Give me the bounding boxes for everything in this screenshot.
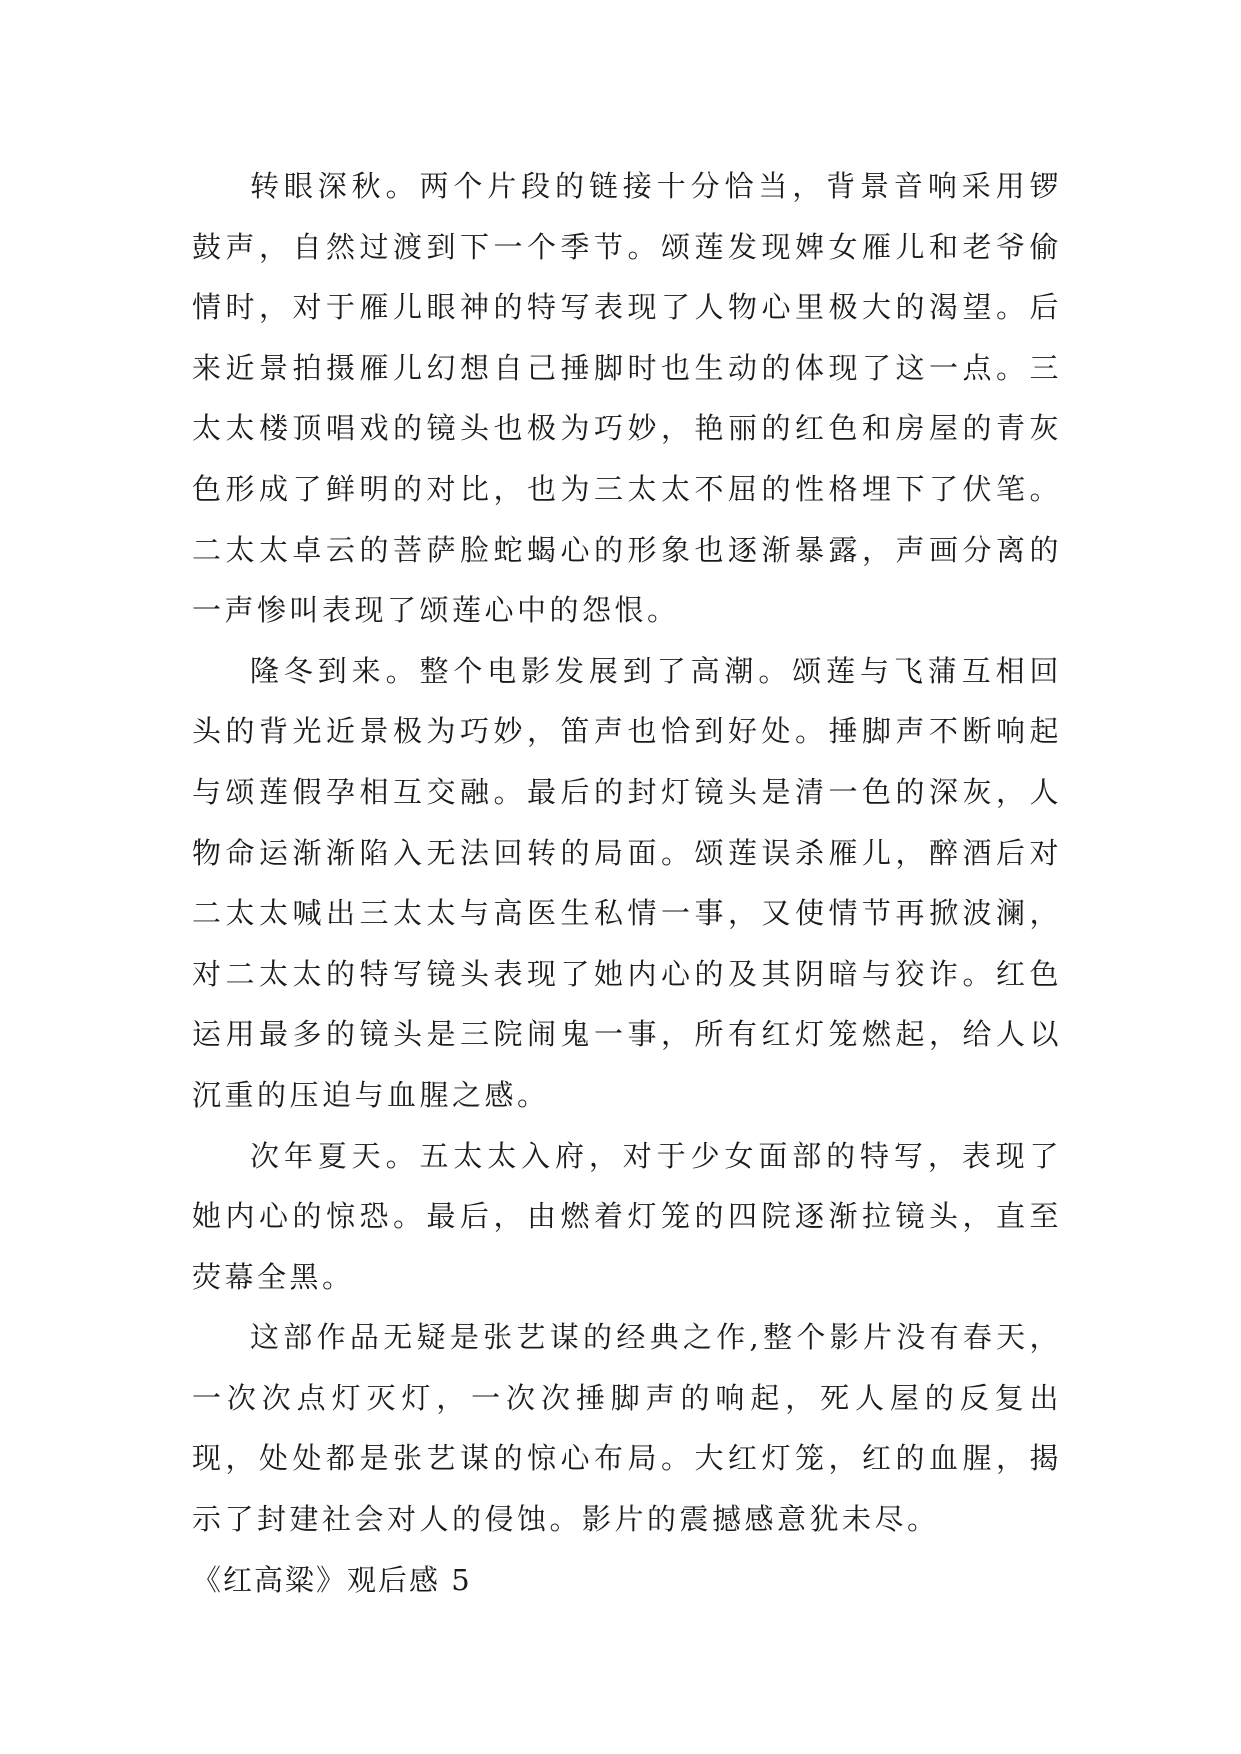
paragraph-late-autumn: 转眼深秋。两个片段的链接十分恰当，背景音响采用锣鼓声，自然过渡到下一个季节。颂莲发现婢女雁儿和老爷偷情时，对于雁儿眼神的特写表现了人物心里极大的渴望。后来近景拍摄雁儿幻想自己捶脚时也生动的体现了这一点。三太太楼顶唱戏的镜头也极为巧妙，艳丽的红色和房屋的青灰色形成了鲜明的对比，也为三太太不屈的性格埋下了伏笔。二太太卓云的菩萨脸蛇蝎心的形象也逐渐暴露，声画分离的一声惨叫表现了颂莲心中的怨恨。 bbox=[192, 169, 1062, 628]
paragraph-next-summer: 次年夏天。五太太入府，对于少女面部的特写，表现了她内心的惊恐。最后，由燃着灯笼的四院逐渐拉镜头，直至荧幕全黑。 bbox=[192, 1138, 1062, 1294]
paragraph-conclusion: 这部作品无疑是张艺谋的经典之作,整个影片没有春天，一次次点灯灭灯，一次次捶脚声的响起，死人屋的反复出现，处处都是张艺谋的惊心布局。大红灯笼，红的血腥，揭示了封建社会对人的侵蚀。影片的震撼感意犹未尽。 bbox=[192, 1320, 1062, 1537]
section-heading: 《红高粱》观后感 5 bbox=[192, 1562, 472, 1597]
paragraph-deep-winter: 隆冬到来。整个电影发展到了高潮。颂莲与飞蒲互相回头的背光近景极为巧妙，笛声也恰到好处。捶脚声不断响起与颂莲假孕相互交融。最后的封灯镜头是清一色的深灰，人物命运渐渐陷入无法回转的局面。颂莲误杀雁儿，醉酒后对二太太喊出三太太与高医生私情一事，又使情节再掀波澜，对二太太的特写镜头表现了她内心的及其阴暗与狡诈。红色运用最多的镜头是三院闹鬼一事，所有红灯笼燃起，给人以沉重的压迫与血腥之感。 bbox=[192, 653, 1062, 1112]
document-page bbox=[192, 156, 1062, 1610]
